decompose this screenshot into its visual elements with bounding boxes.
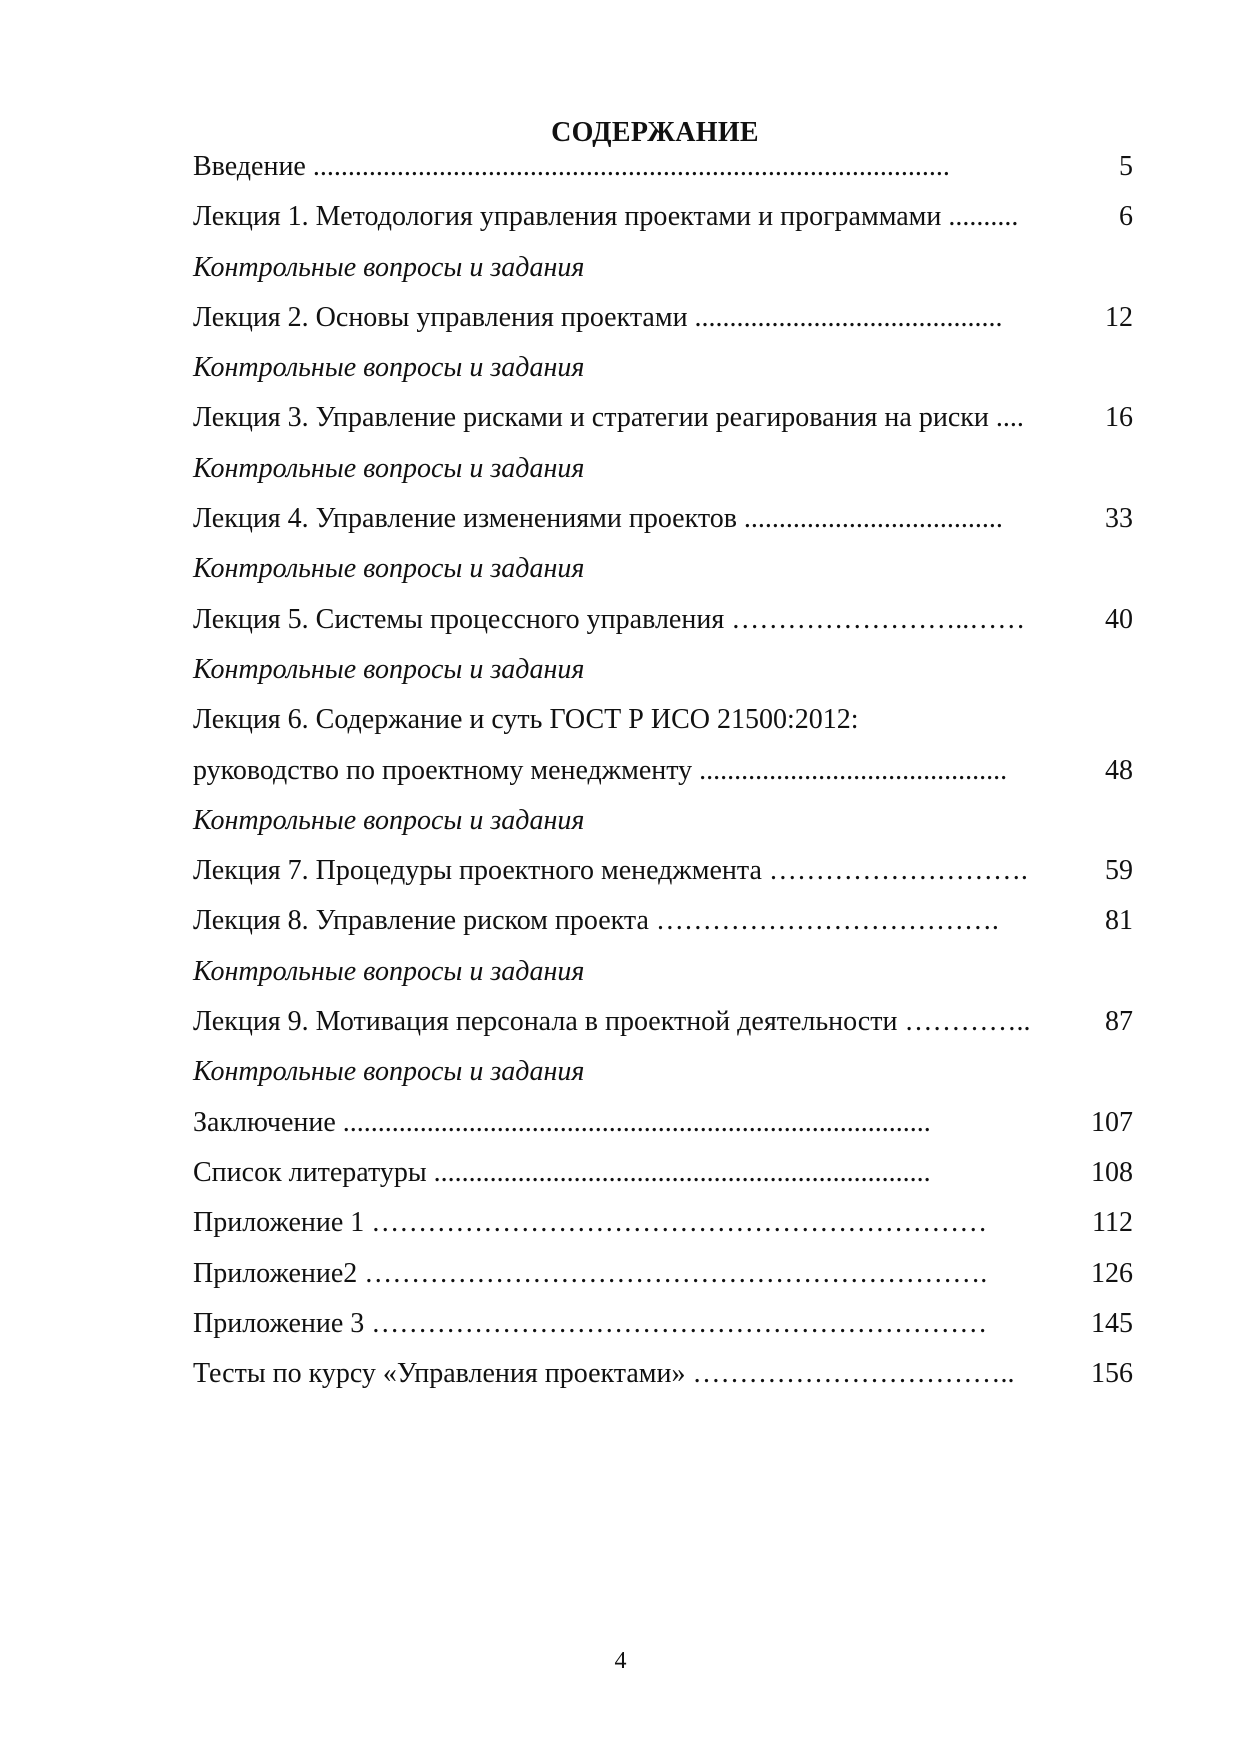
toc-row-lecture-1 — [193, 200, 1133, 250]
toc-entry: Лекция 5. Системы процессного управления ……………………..…… — [193, 603, 1026, 635]
toc-row-questions — [193, 1055, 1133, 1105]
toc-row-questions — [193, 552, 1133, 602]
toc-row-appendix-2 — [193, 1257, 1133, 1307]
toc-page-number: 108 — [1091, 1156, 1133, 1188]
toc-entry: Контрольные вопросы и задания — [193, 352, 585, 384]
toc-entry: Список литературы ....................................................................... — [193, 1156, 931, 1188]
toc-row-lecture-8 — [193, 904, 1133, 954]
toc-entry: Контрольные вопросы и задания — [193, 653, 585, 685]
toc-row-conclusion — [193, 1106, 1133, 1156]
toc-page-number: 12 — [1105, 301, 1133, 333]
toc-page-number: 87 — [1105, 1006, 1133, 1038]
toc-entry: Лекция 8. Управление риском проекта ………………………………. — [193, 905, 999, 937]
toc-row-lecture-9 — [193, 1005, 1133, 1055]
toc-row-lecture-3 — [193, 401, 1133, 451]
toc-entry: руководство по проектному менеджменту ............................................ — [193, 754, 1008, 786]
page-title: СОДЕРЖАНИЕ — [551, 117, 759, 148]
toc-row-questions — [193, 804, 1133, 854]
toc-row-questions — [193, 955, 1133, 1005]
toc-entry: Контрольные вопросы и задания — [193, 1056, 585, 1088]
toc-entry: Контрольные вопросы и задания — [193, 452, 585, 484]
toc-entry: Тесты по курсу «Управления проектами» …………………………….. — [193, 1358, 1015, 1390]
toc-page-number: 81 — [1105, 905, 1133, 937]
toc-row-lecture-6-line-1 — [193, 703, 1133, 753]
toc-entry: Приложение 1 ………………………………………………………… — [193, 1207, 988, 1239]
toc-entry: Контрольные вопросы и задания — [193, 804, 585, 836]
toc-page-number: 156 — [1091, 1358, 1133, 1390]
toc-entry: Лекция 7. Процедуры проектного менеджмента ………………………. — [193, 855, 1028, 887]
toc-row-lecture-4 — [193, 502, 1133, 552]
toc-row-questions — [193, 452, 1133, 502]
toc-entry: Лекция 9. Мотивация персонала в проектной деятельности ………….. — [193, 1006, 1031, 1038]
toc-row-intro — [193, 150, 1133, 200]
toc-entry: Контрольные вопросы и задания — [193, 955, 585, 987]
toc-entry: Контрольные вопросы и задания — [193, 553, 585, 585]
toc-row-appendix-1 — [193, 1206, 1133, 1256]
table-of-contents — [193, 150, 1133, 1407]
toc-page-number: 112 — [1092, 1207, 1133, 1239]
toc-page-number: 145 — [1091, 1307, 1133, 1339]
toc-row-lecture-6-line-2 — [193, 754, 1133, 804]
toc-row-questions — [193, 653, 1133, 703]
toc-row-questions — [193, 251, 1133, 301]
toc-row-appendix-3 — [193, 1307, 1133, 1357]
toc-entry: Лекция 1. Методология управления проектами и программами .......... — [193, 201, 1019, 233]
toc-page-number: 40 — [1105, 603, 1133, 635]
toc-entry: Введение ........................................................................................... — [193, 151, 950, 182]
toc-page-number: 6 — [1119, 201, 1133, 233]
toc-page-number: 48 — [1105, 754, 1133, 786]
toc-page-number: 16 — [1105, 402, 1133, 434]
toc-page-number: 59 — [1105, 855, 1133, 887]
toc-row-lecture-5 — [193, 603, 1133, 653]
toc-entry: Лекция 2. Основы управления проектами ............................................ — [193, 301, 1003, 333]
toc-page-number: 107 — [1091, 1106, 1133, 1138]
toc-entry: Лекция 3. Управление рисками и стратегии реагирования на риски .... — [193, 402, 1024, 434]
toc-entry: Заключение .................................................................................... — [193, 1106, 931, 1138]
toc-entry: Лекция 6. Содержание и суть ГОСТ Р ИСО 21500:2012: — [193, 704, 859, 736]
toc-row-lecture-7 — [193, 854, 1133, 904]
toc-page-number: 126 — [1091, 1257, 1133, 1289]
toc-entry: Лекция 4. Управление изменениями проектов ..................................... — [193, 503, 1003, 535]
toc-entry: Контрольные вопросы и задания — [193, 251, 585, 283]
toc-row-lecture-2 — [193, 301, 1133, 351]
toc-row-bibliography — [193, 1156, 1133, 1206]
toc-row-tests — [193, 1357, 1133, 1407]
toc-page-number: 5 — [1119, 151, 1133, 182]
page-number-footer: 4 — [614, 1648, 627, 1674]
toc-entry: Приложение 3 ………………………………………………………… — [193, 1307, 988, 1339]
toc-page-number: 33 — [1105, 503, 1133, 535]
toc-row-questions — [193, 351, 1133, 401]
toc-entry: Приложение2 …………………………………………………………. — [193, 1257, 988, 1289]
